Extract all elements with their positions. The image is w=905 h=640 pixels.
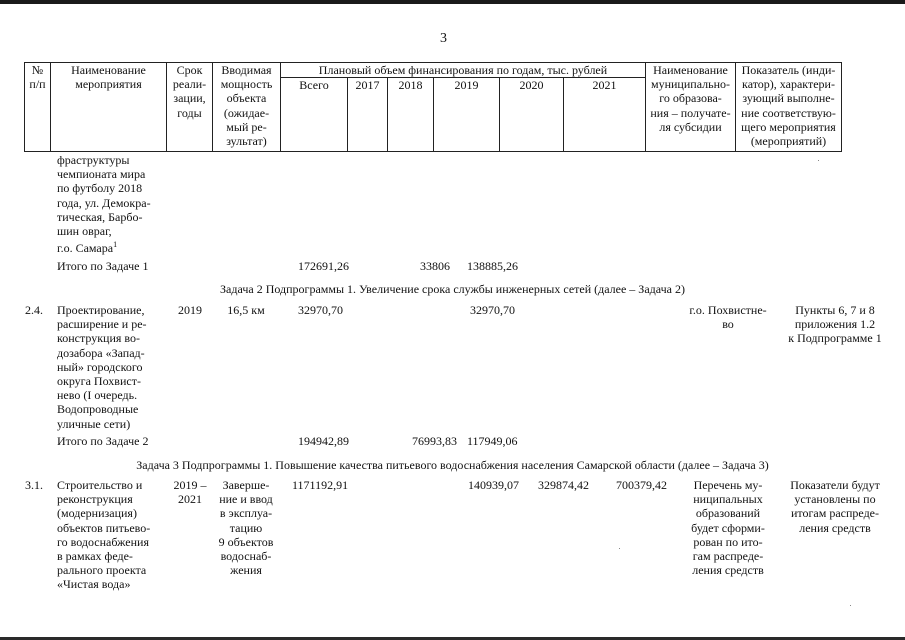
row-2-4-capacity: 16,5 км bbox=[227, 303, 265, 317]
scan-speck bbox=[818, 160, 819, 161]
page-number: 3 bbox=[440, 31, 447, 46]
row-3-1-indicator: Показатели будут установлены по итогам распреде- ления средств bbox=[790, 478, 880, 535]
scan-top-border bbox=[0, 0, 905, 4]
scan-speck bbox=[850, 605, 851, 606]
total-task1-2018: 33806 bbox=[420, 259, 450, 273]
total-task1-2019: 138885,26 bbox=[467, 259, 518, 273]
row-2-4-indicator: Пункты 6, 7 и 8 приложения 1.2 к Подпрограмме 1 bbox=[788, 303, 882, 346]
total-task2-sum: 194942,89 bbox=[298, 434, 349, 448]
header-municipality: Наименование муниципально- го образова- ния – получате- ля субсидии bbox=[646, 63, 736, 152]
header-year-2017: 2017 bbox=[348, 78, 388, 152]
row-3-1-municipality: Перечень му- ниципальных образований будет сформи- рован по ито- гам распреде- ления средств bbox=[691, 478, 765, 578]
total-task2-2019: 117949,06 bbox=[467, 434, 518, 448]
row-3-1-2020: 329874,42 bbox=[538, 478, 589, 492]
header-year-2019: 2019 bbox=[434, 78, 500, 152]
header-year-2018: 2018 bbox=[388, 78, 434, 152]
header-name: Наименование мероприятия bbox=[51, 63, 167, 152]
row-2-4-municipality: г.о. Похвистне- во bbox=[689, 303, 767, 332]
row-2-4-term: 2019 bbox=[178, 303, 202, 317]
total-task2-2018: 76993,83 bbox=[412, 434, 457, 448]
row-3-1-total: 1171192,91 bbox=[292, 478, 349, 492]
row-3-1-name: Строительство и реконструкция (модернизация) объектов питьево- го водоснабжения в рамках феде- рального проекта «Чистая вода» bbox=[57, 478, 151, 592]
row-3-1-capacity: Заверше- ние и ввод в эксплуа- тацию 9 объектов водоснаб- жения bbox=[218, 478, 274, 578]
header-num: № п/п bbox=[25, 63, 51, 152]
total-task1-sum: 172691,26 bbox=[298, 259, 349, 273]
row-3-1-2021: 700379,42 bbox=[616, 478, 667, 492]
continued-item-name: фраструктуры чемпионата мира по футболу 2018 года, ул. Демокра- тическая, Барбо- шин овраг, г.о. Самара$^1$ bbox=[57, 153, 151, 256]
total-task1-label: Итого по Задаче 1 bbox=[57, 259, 149, 273]
header-total: Всего bbox=[281, 78, 348, 152]
header-term: Срок реали- зации, годы bbox=[167, 63, 213, 152]
total-task2-label: Итого по Задаче 2 bbox=[57, 434, 149, 448]
header-indicator: Показатель (инди- катор), характери- зующий выполне- ние соответствую- щего мероприятия (мероприятий) bbox=[736, 63, 842, 152]
header-year-2020: 2020 bbox=[500, 78, 564, 152]
row-3-1-term: 2019 – 2021 bbox=[173, 478, 207, 507]
row-2-4-num: 2.4. bbox=[25, 303, 43, 317]
row-2-4-total: 32970,70 bbox=[298, 303, 343, 317]
row-3-1-2019: 140939,07 bbox=[468, 478, 519, 492]
header-funding-title: Плановый объем финансирования по годам, тыс. рублей bbox=[281, 63, 646, 78]
row-2-4-2019: 32970,70 bbox=[470, 303, 515, 317]
row-3-1-num: 3.1. bbox=[25, 478, 43, 492]
table-header bbox=[24, 62, 842, 152]
section-task3-title: Задача 3 Подпрограммы 1. Повышение качества питьевого водоснабжения населения Самарской области (далее – Задача 3) bbox=[136, 458, 769, 472]
header-year-2021: 2021 bbox=[564, 78, 646, 152]
section-task2-title: Задача 2 Подпрограммы 1. Увеличение срока службы инженерных сетей (далее – Задача 2) bbox=[220, 282, 685, 296]
scan-speck bbox=[619, 548, 620, 549]
row-2-4-name: Проектирование, расширение и ре- конструкция во- дозабора «Запад- ный» городского округа Похвист- нево (I очередь. Водопроводные уличные сети) bbox=[57, 303, 147, 431]
footnote-mark: 1 bbox=[113, 240, 118, 250]
header-capacity: Вводимая мощность объекта (ожидае- мый ре- зультат) bbox=[213, 63, 281, 152]
